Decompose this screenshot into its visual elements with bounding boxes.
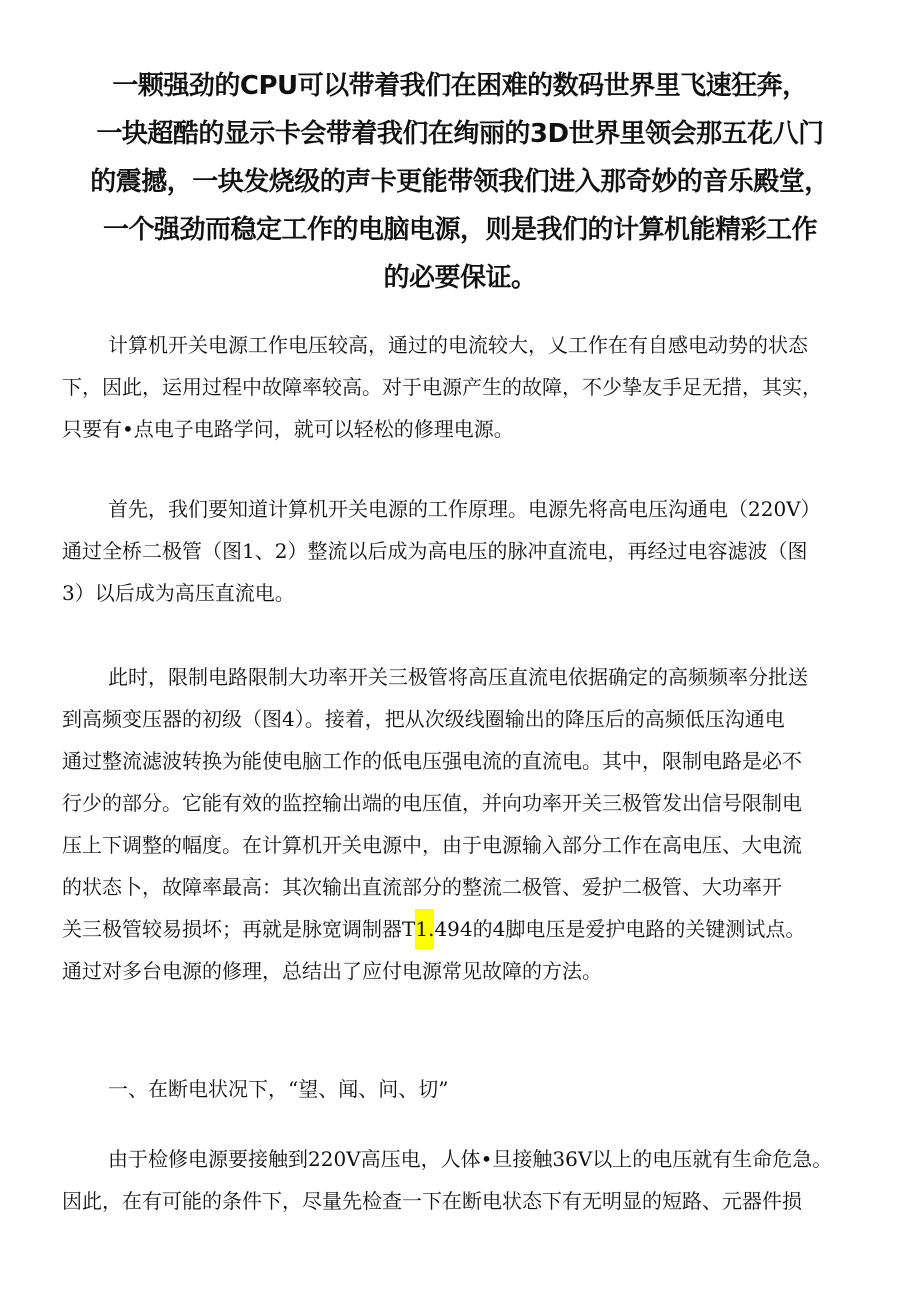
intro-line: 一颗强劲的CPU可以带着我们在困难的数码世界里飞速狂奔， xyxy=(112,71,808,101)
paragraph-line: 通过整流滤波转换为能使电脑工作的低电压强电流的直流电。其中，限制电路是必不 xyxy=(62,749,802,773)
paragraph-1 xyxy=(62,324,858,450)
intro-line: 一个强劲而稳定工作的电脑电源，则是我们的计算机能精彩工作 xyxy=(102,215,817,245)
paragraph-3 xyxy=(62,656,858,992)
paragraph-line: 首先，我们要知道计算机开关电源的工作原理。电源先将高电压沟通电（220V） xyxy=(108,497,821,521)
paragraph-line: 行少的部分。它能有效的监控输出端的电压值，并向功率开关三极管发出信号限制电 xyxy=(62,791,802,815)
intro-line: 一块超酷的显示卡会带着我们在绚丽的3D世界里领会那五花八门 xyxy=(96,119,824,149)
intro-line: 的必要保证。 xyxy=(383,263,537,293)
paragraph-line: 此时，限制电路限制大功率开关三极管将高压直流电依据确定的高频频率分批送 xyxy=(108,665,808,689)
paragraph-line xyxy=(62,908,858,950)
paragraph-line: 由于检修电源要接触到220V高压电，人体•旦接触36V以上的电压就有生命危急。 xyxy=(108,1147,833,1171)
paragraph-line: 到高频变压器的初级（图4）。接着，把从次级线圈输出的降压后的高频低压沟通电 xyxy=(62,707,785,731)
paragraph-line: 通过对多台电源的修理，总结出了应付电源常见故障的方法。 xyxy=(62,959,602,983)
highlighted-text: 1. xyxy=(415,909,434,949)
paragraph-line: 3）以后成为高压直流电。 xyxy=(62,581,295,605)
paragraph-line: 的状态卜，故障率最高：其次输出直流部分的整流二极管、爱护二极管、大功率开 xyxy=(62,875,782,899)
intro-line: 的震撼，一块发烧级的声卡更能带领我们进入那奇妙的音乐殿堂， xyxy=(90,167,830,197)
paragraph-line: 压上下调整的幅度。在计算机开关电源中，由于电源输入部分工作在高电压、大电流 xyxy=(62,833,802,857)
paragraph-line: 因此，在有可能的条件下，尽量先检查一下在断电状态下有无明显的短路、元器件损 xyxy=(62,1189,802,1213)
paragraph-line: 计算机开关电源工作电压较高，通过的电流较大，乂工作在有自感电动势的状态 xyxy=(108,333,808,357)
intro-block xyxy=(60,62,860,302)
paragraph-line: 只要有•点电子电路学问，就可以轻松的修理电源。 xyxy=(62,417,514,441)
text-before-highlight: 关三极管较易损坏；再就是脉宽调制器T xyxy=(62,917,416,941)
paragraph-2 xyxy=(62,488,858,614)
paragraph-line: 通过全桥二极管（图1、2）整流以后成为高电压的脉冲直流电，再经过电容滤波（图 xyxy=(62,539,808,563)
paragraph-4 xyxy=(62,1138,858,1222)
heading-text: 一、在断电状况下，“望、闻、问、切” xyxy=(108,1077,449,1101)
paragraph-line: 下，因此，运用过程中故障率较高。对于电源产生的故障，不少挚友手足无措，其实， xyxy=(62,375,822,399)
text-after-highlight: 494的4脚电压是爱护电路的关键测试点。 xyxy=(434,917,806,941)
section-heading-1 xyxy=(62,1068,858,1110)
